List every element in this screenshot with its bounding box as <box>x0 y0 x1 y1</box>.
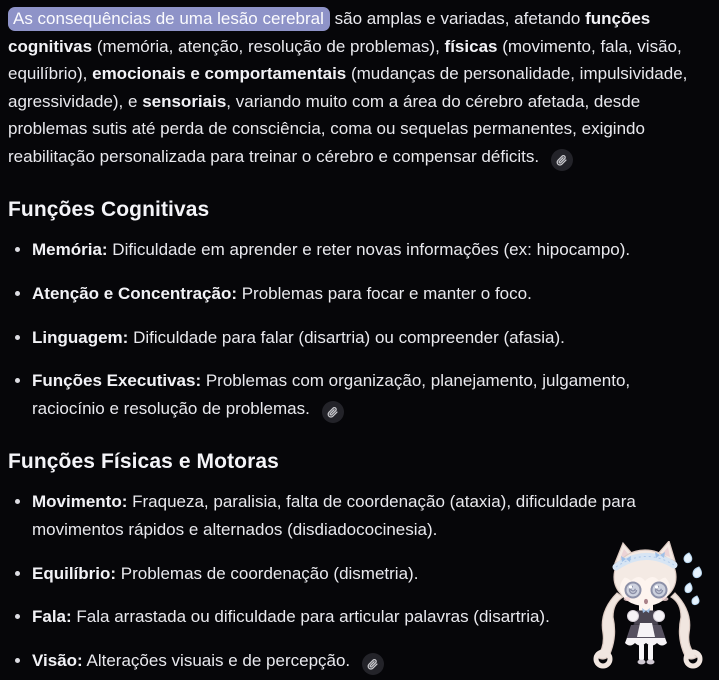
bullet-label: Linguagem: <box>32 327 129 347</box>
bullet-text: Dificuldade para falar (disartria) ou compreender (afasia). <box>128 327 565 347</box>
section-heading: Funções Físicas e Motoras <box>8 450 279 474</box>
bullet-text: Problemas de coordenação (dismetria). <box>116 563 419 583</box>
sections-container <box>8 198 710 675</box>
paperclip-icon <box>326 406 339 419</box>
bullet-label: Visão: <box>32 650 83 670</box>
bullet-text: Alterações visuais e de percepção. <box>82 650 351 670</box>
list-item <box>8 488 698 543</box>
paperclip-icon <box>555 154 568 167</box>
content-section <box>8 450 710 675</box>
bullet-text: Dificuldade em aprender e reter novas informações (ex: hipocampo). <box>107 240 631 260</box>
bullet-label: Funções Executivas: <box>32 371 202 391</box>
source-link-button[interactable] <box>322 401 344 423</box>
list-item <box>8 280 698 308</box>
bullet-label: Equilíbrio: <box>32 563 117 583</box>
bullet-text: Fala arrastada ou dificuldade para articular palavras (disartria). <box>71 607 550 627</box>
highlighted-text: As consequências de uma lesão cerebral <box>8 7 330 31</box>
list-item <box>8 236 698 264</box>
list-item <box>8 603 698 631</box>
bullet-label: Fala: <box>32 607 72 627</box>
bullet-text: Problemas para focar e manter o foco. <box>237 284 532 304</box>
bullet-label: Memória: <box>32 240 108 260</box>
source-link-button[interactable] <box>551 149 573 171</box>
list-item <box>8 647 698 676</box>
list-item <box>8 367 698 423</box>
bullet-list <box>8 236 710 423</box>
section-heading: Funções Cognitivas <box>8 198 210 222</box>
bullet-label: Atenção e Concentração: <box>32 284 237 304</box>
source-link-button[interactable] <box>362 653 384 675</box>
paperclip-icon <box>366 658 379 671</box>
bullet-list <box>8 488 710 675</box>
list-item <box>8 560 698 588</box>
bullet-label: Movimento: <box>32 492 128 512</box>
content-section <box>8 198 710 423</box>
bullet-text: Fraqueza, paralisia, falta de coordenação (ataxia), dificuldade para movimentos rápidos e alternados (disdiadococinesia). <box>32 492 636 539</box>
list-item <box>8 324 698 352</box>
bullet-text: Problemas com organização, planejamento, julgamento, raciocínio e resolução de problemas. <box>32 371 631 418</box>
intro-paragraph: As consequências de uma lesão cerebral são amplas e variadas, afetando funções cognitivas (memória, atenção, resolução de problemas), físicas (movimento, fala, visão, equilíbrio), emocionais e comportamentais (mudanças de personalidade, impulsividade, agressividade), e sensoriais, variando muito com a área do cérebro afetada, desde problemas sutis até perda de consciência, coma ou sequelas permanentes, exigindo reabilitação personalizada para treinar o cérebro e compensar déficits. <box>8 5 710 171</box>
